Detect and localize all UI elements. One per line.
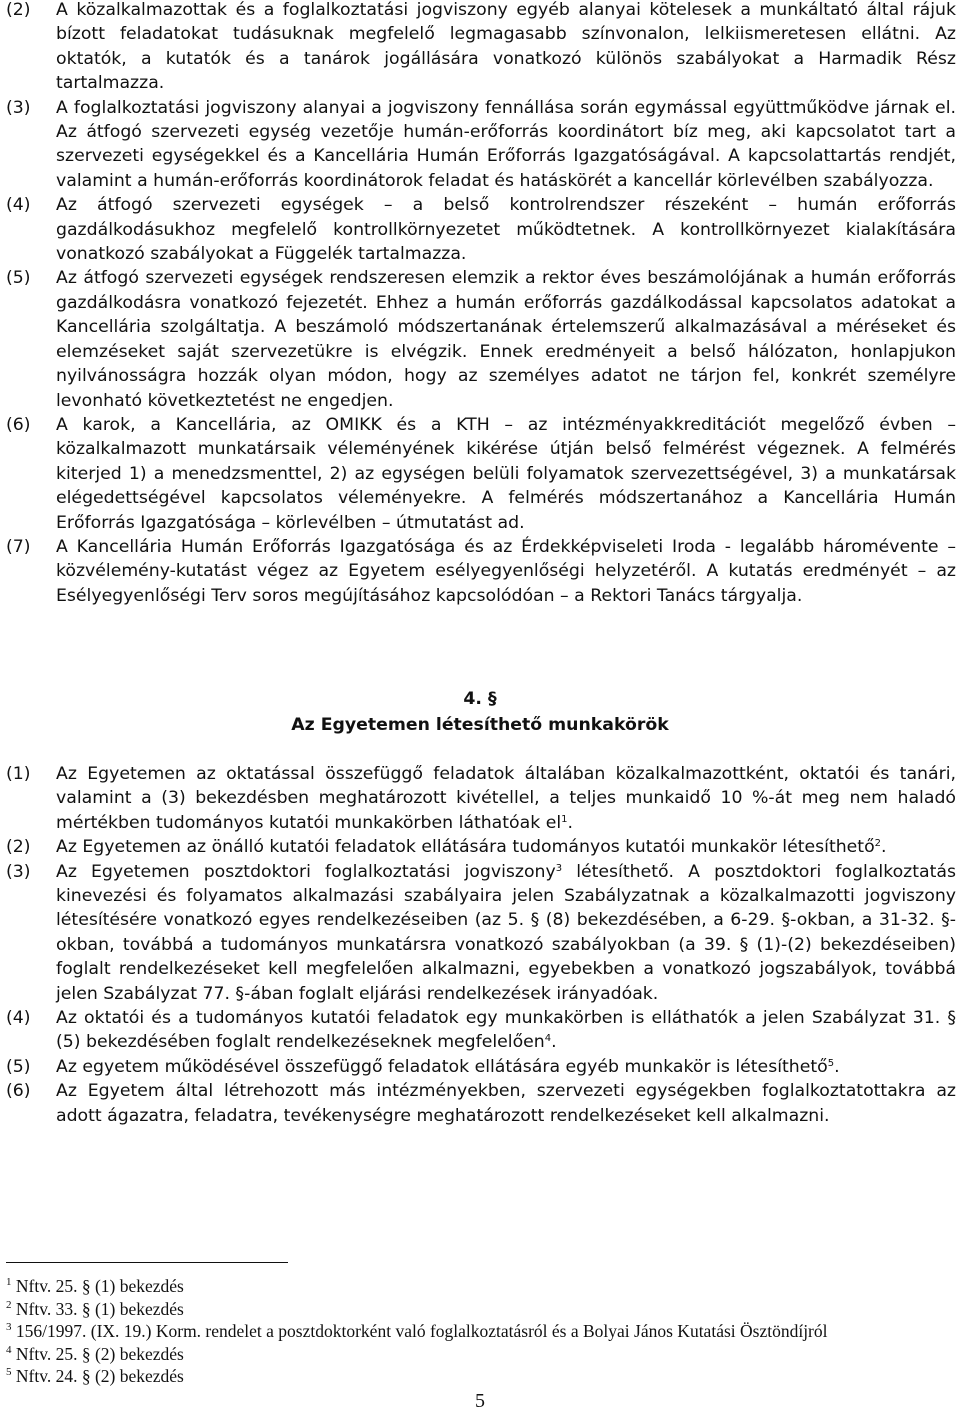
paragraph-text: Az Egyetem által létrehozott más intézményekben, szervezeti egységekben foglalkoztatottakra az adott ágazatra, feladatra, tevékenységre meghatározott rendelkezéseket kell alkalmazni. <box>56 1081 956 1126</box>
footnote <box>6 1320 956 1343</box>
footnote-ref[interactable]: 1 <box>561 813 568 825</box>
paragraph-number: (3) <box>6 861 31 882</box>
footnote-mark: 5 <box>6 1366 12 1379</box>
paragraph <box>0 835 958 859</box>
paragraph-text-tail: . <box>551 1032 557 1053</box>
paragraph <box>0 1055 958 1079</box>
paragraph <box>0 266 958 412</box>
paragraph-number: (1) <box>6 764 31 784</box>
footnote-text: Nftv. 25. § (2) bekezdés <box>15 1343 184 1364</box>
paragraph-text-tail: . <box>834 1056 840 1077</box>
paragraph-number: (2) <box>6 837 31 858</box>
paragraph-text: Az átfogó szervezeti egységek rendszeresen elemzik a rektor éves beszámolójának a humán erőforrás gazdálkodásra vonatkozó fejezetét. Ehhez a humán erőforrás gazdálkodással kapcsolatos adatokat a Kancellária szolgáltatja. A beszámoló módszertanának értelemszerű alkalmazásával a méréseket és elemzéseket saját szervezetükre is elvégzik. Ennek eredményeit a belső hálózaton, honlapjukon nyilvánosságra hozzák olyan módon, hogy az személyes adatot ne tárjon fel, konkrét személyre levonható következtetést ne engedjen. <box>56 268 956 411</box>
footnote-text: Nftv. 24. § (2) bekezdés <box>15 1366 184 1387</box>
paragraph <box>0 762 958 835</box>
paragraph-text: Az Egyetemen az önálló kutatói feladatok ellátására tudományos kutatói munkakör létesíthető <box>56 837 875 858</box>
paragraph-text: A közalkalmazottak és a foglalkoztatási jogviszony egyéb alanyai kötelesek a munkáltató által rájuk bízott feladatokat tudásuknak megfelelő legmagasabb színvonalon, lelkiismeretesen ellátni. Az oktatók, a kutatók és a tanárok jogállására vonatkozó különös szabályokat a Harmadik Rész tartalmazza. <box>56 0 956 94</box>
section-title: Az Egyetemen létesíthető munkakörök <box>291 715 669 735</box>
footnote-ref[interactable]: 4 <box>544 1033 552 1045</box>
paragraph-number: (4) <box>6 195 31 216</box>
footnotes <box>6 1275 956 1388</box>
paragraph <box>0 1006 958 1055</box>
paragraph <box>0 0 958 96</box>
paragraph-text: Az egyetem működésével összefüggő feladatok ellátására egyéb munkakör is létesíthető <box>56 1056 828 1077</box>
footnote-text: Nftv. 25. § (1) bekezdés <box>15 1276 184 1296</box>
paragraph-number: (3) <box>6 97 31 118</box>
paragraph <box>0 96 958 194</box>
paragraph-number: (4) <box>6 1008 31 1029</box>
footnote-mark: 1 <box>6 1276 12 1288</box>
footnote <box>6 1365 956 1388</box>
paragraph-text: A foglalkoztatási jogviszony alanyai a jogviszony fennállása során egymással együttműködve járnak el. Az átfogó szervezeti egység vezetője humán-erőforrás koordinátort bíz meg, aki kapcsolatot tart a szervezeti egységekkel és a Kancellária Humán Erőforrás Igazgatóságával. A kapcsolattartás rendjét, valamint a humán-erőforrás koordinátorok feladat és hatáskörét a kancellár körlevélben szabályozza. <box>56 97 956 191</box>
paragraph-text: Az Egyetemen posztdoktori foglalkoztatási jogviszony <box>56 861 556 882</box>
paragraph-number: (5) <box>6 268 31 289</box>
paragraph-list-section-4 <box>0 762 958 1128</box>
paragraph-list-top <box>0 0 958 608</box>
paragraph-text: Az átfogó szervezeti egységek – a belső kontrolrendszer részeként – humán erőforrás gazdálkodásukhoz megfelelő kontrollkörnyezetet működtetnek. A kontrollkörnyezet kialakítására vonatkozó szabályokat a Függelék tartalmazza. <box>56 195 956 265</box>
paragraph-text-tail: . <box>881 837 887 858</box>
paragraph <box>0 860 958 1006</box>
footnote-ref[interactable]: 2 <box>874 838 882 850</box>
section-number: 4. § <box>463 689 497 709</box>
paragraph-text-tail: . <box>567 812 574 833</box>
section-heading <box>0 686 960 738</box>
paragraph-number: (5) <box>6 1056 31 1077</box>
footnote-mark: 2 <box>6 1298 12 1311</box>
footnote-mark: 4 <box>6 1343 12 1356</box>
paragraph-text: Az oktatói és a tudományos kutatói feladatok egy munkakörben is elláthatók a jelen Szabályzat 31. § (5) bekezdésében foglalt rendelkezéseknek megfelelően <box>56 1008 956 1053</box>
paragraph <box>0 1079 958 1128</box>
paragraph-text: A karok, a Kancellária, az OMIKK és a KTH – az intézményakkreditációt megelőző évben – közalkalmazott munkatársaik véleményének kikérése útján belső felmérést végeznek. A felmérés kiterjed 1) a menedzsmenttel, 2) az egységen belüli folyamatok szervezettségével, 3) a munkatársak elégedettségével kapcsolatos véleményekre. A felmérés módszertanához a Kancellária Humán Erőforrás Igazgatósága – körlevélben – útmutatást ad. <box>56 414 956 533</box>
footnote <box>6 1275 956 1298</box>
paragraph-number: (2) <box>6 0 31 20</box>
footnote-ref[interactable]: 3 <box>555 862 563 874</box>
paragraph <box>0 535 958 608</box>
footnote-mark: 3 <box>6 1321 12 1334</box>
paragraph-number: (7) <box>6 536 31 557</box>
paragraph-number: (6) <box>6 1081 31 1102</box>
footnote-separator <box>6 1262 288 1263</box>
page-number: 5 <box>475 1390 485 1412</box>
footnote-text: 156/1997. (IX. 19.) Korm. rendelet a posztdoktorként való foglalkoztatásról és a Bolyai János Kutatási Ösztöndíjról <box>15 1321 828 1342</box>
paragraph-text: A Kancellária Humán Erőforrás Igazgatósága és az Érdekképviseleti Iroda - legalább háromévente – közvélemény-kutatást végez az Egyetem esélyegyenlőségi helyzetéről. A kutatás eredményét – az Esélyegyenlőségi Terv soros megújításához kapcsolódóan – a Rektori Tanács tárgyalja. <box>56 536 956 606</box>
footnote <box>6 1343 956 1366</box>
footnote-ref[interactable]: 5 <box>827 1057 835 1069</box>
paragraph <box>0 193 958 266</box>
paragraph-text-tail: létesíthető. A posztdoktori foglalkoztatás kinevezési és folyamatos alkalmazási szabályaira jelen Szabályzatnak a közalkalmazotti jogviszony létesítésére vonatkozó egyes rendelkezéseiben (az 5. § (8) bekezdésében, a 6-29. §-okban, a 31-32. §-okban, továbbá a tudományos munkatársra vonatkozó szabályokban (a 39. § (1)-(2) bekezdéseiben) foglalt rendelkezéseket kell megfelelően alkalmazni, egyebekben a vonatkozó jogszabályok, továbbá jelen Szabályzat 77. §-ában foglalt eljárási rendelkezések irányadóak. <box>56 861 956 1004</box>
paragraph-number: (6) <box>6 414 31 435</box>
footnote-text: Nftv. 33. § (1) bekezdés <box>15 1298 184 1319</box>
paragraph <box>0 413 958 535</box>
footnote <box>6 1298 956 1321</box>
paragraph-text: Az Egyetemen az oktatással összefüggő feladatok általában közalkalmazottként, oktatói és tanári, valamint a (3) bekezdésben meghatározott kivétellel, a teljes munkaidő 10 %-át meg nem haladó mértékben tudományos kutatói munkakörben láthatóak el <box>56 764 956 833</box>
